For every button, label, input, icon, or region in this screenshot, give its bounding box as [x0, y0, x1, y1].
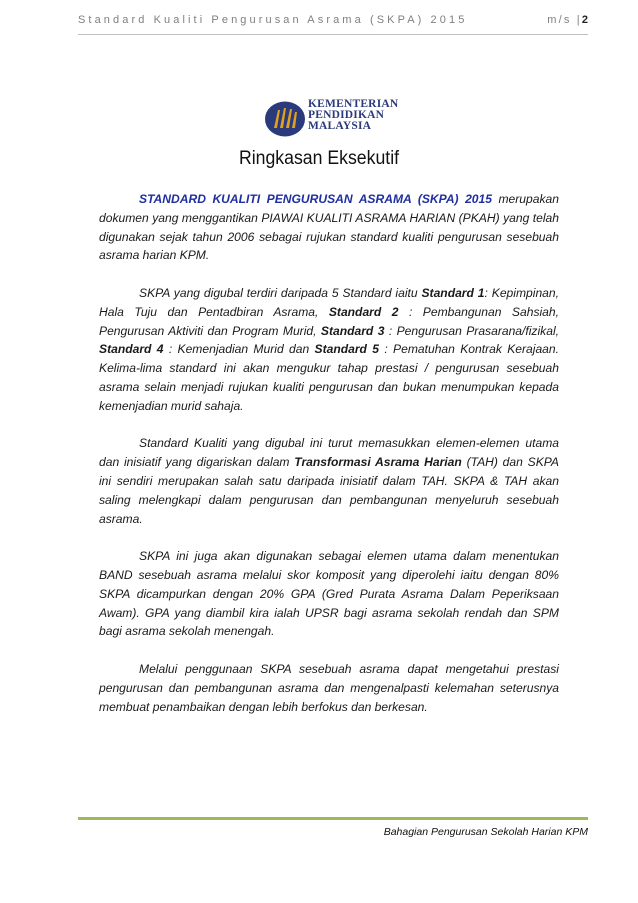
document-title: Ringkasan Eksekutif: [238, 148, 400, 169]
standard-2-label: Standard 2: [328, 304, 399, 319]
logo-wordmark: [308, 99, 398, 132]
paragraph-2-text-4: : Pengurusan Prasarana/fizikal,: [384, 323, 559, 338]
header-page-ref: [547, 14, 588, 26]
paragraph-4: SKPA ini juga akan digunakan sebagai elemen utama dalam menentukan BAND sesebuah asrama melalui skor komposit yang diperolehi iaitu dengan 80% SKPA dicampurkan dengan 20% GPA (Gred Purata Asrama Dalam Peperiksaan Awam). GPA yang diambil kira ialah UPSR bagi asrama sekolah rendah dan SPM bagi asrama sekolah menengah.: [99, 549, 559, 639]
kpm-emblem-icon: [264, 100, 306, 138]
paragraph-2-text-5: : Kemenjadian Murid dan: [163, 342, 315, 357]
logo-line-2: PENDIDIKAN: [308, 109, 385, 121]
paragraph-1: [99, 190, 559, 265]
executive-summary-body: [99, 190, 559, 735]
header-page-number: 2: [581, 14, 588, 26]
standard-3-label: Standard 3: [320, 323, 385, 338]
footer-divider: [78, 817, 588, 820]
footer-text: Bahagian Pengurusan Sekolah Harian KPM: [383, 826, 588, 838]
paragraph-2: [99, 284, 559, 416]
paragraph-3-text-1: Standard Kualiti yang digubal ini turut memasukkan elemen-elemen utama dan inisiatif yang digariskan dalam: [99, 436, 559, 470]
tah-bold: Transformasi Asrama Harian: [294, 455, 462, 470]
paragraph-2-text-6: : Pematuhan Kontrak Kerajaan. Kelima-lima standard ini akan mengukur tahap prestasi / pengurusan sesebuah asrama selain menjadi rujukan kualiti pengurusan dan bukan menumpukan kepada kemenjadian murid sahaja.: [99, 342, 559, 413]
logo-line-1: KEMENTERIAN: [308, 98, 399, 110]
standard-5-label: Standard 5: [314, 342, 379, 357]
skpa-highlight: STANDARD KUALITI PENGURUSAN ASRAMA (SKPA) 2015: [139, 192, 492, 206]
paragraph-2-text-3: : Pembangunan Sahsiah, Pengurusan Aktiviti dan Program Murid,: [99, 304, 559, 338]
paragraph-5: Melalui penggunaan SKPA sesebuah asrama dapat mengetahui prestasi pengurusan dan pembangunan asrama dan mengenalpasti kelemahan seterusnya membuat penambaikan dengan lebih berfokus dan berkesan.: [99, 661, 559, 714]
paragraph-1-text: merupakan dokumen yang menggantikan PIAWAI KUALITI ASRAMA HARIAN (PKAH) yang telah digunakan sejak tahun 2006 sebagai rujukan standard kualiti pengurusan sesebuah asrama harian KPM.: [99, 192, 559, 263]
kpm-logo: [264, 94, 400, 144]
logo-line-3: MALAYSIA: [308, 120, 372, 132]
standard-4-label: Standard 4: [99, 342, 164, 357]
paragraph-2-text-2: : Kepimpinan, Hala Tuju dan Pentadbiran Asrama,: [99, 285, 559, 319]
standard-1-label: Standard 1: [421, 285, 485, 300]
paragraph-2-text-1: SKPA yang digubal terdiri daripada 5 Standard iaitu: [139, 285, 422, 300]
paragraph-3: [99, 434, 559, 528]
page-header: [78, 8, 588, 35]
header-page-label: m/s |: [547, 14, 582, 26]
paragraph-3-text-2: (TAH) dan SKPA ini sendiri merupakan salah satu daripada inisiatif dalam TAH. SKPA & TAH akan saling melengkapi dalam pengurusan dan pembangunan menyeluruh sesebuah asrama.: [99, 455, 559, 526]
header-title: Standard Kualiti Pengurusan Asrama (SKPA) 2015: [78, 14, 468, 26]
